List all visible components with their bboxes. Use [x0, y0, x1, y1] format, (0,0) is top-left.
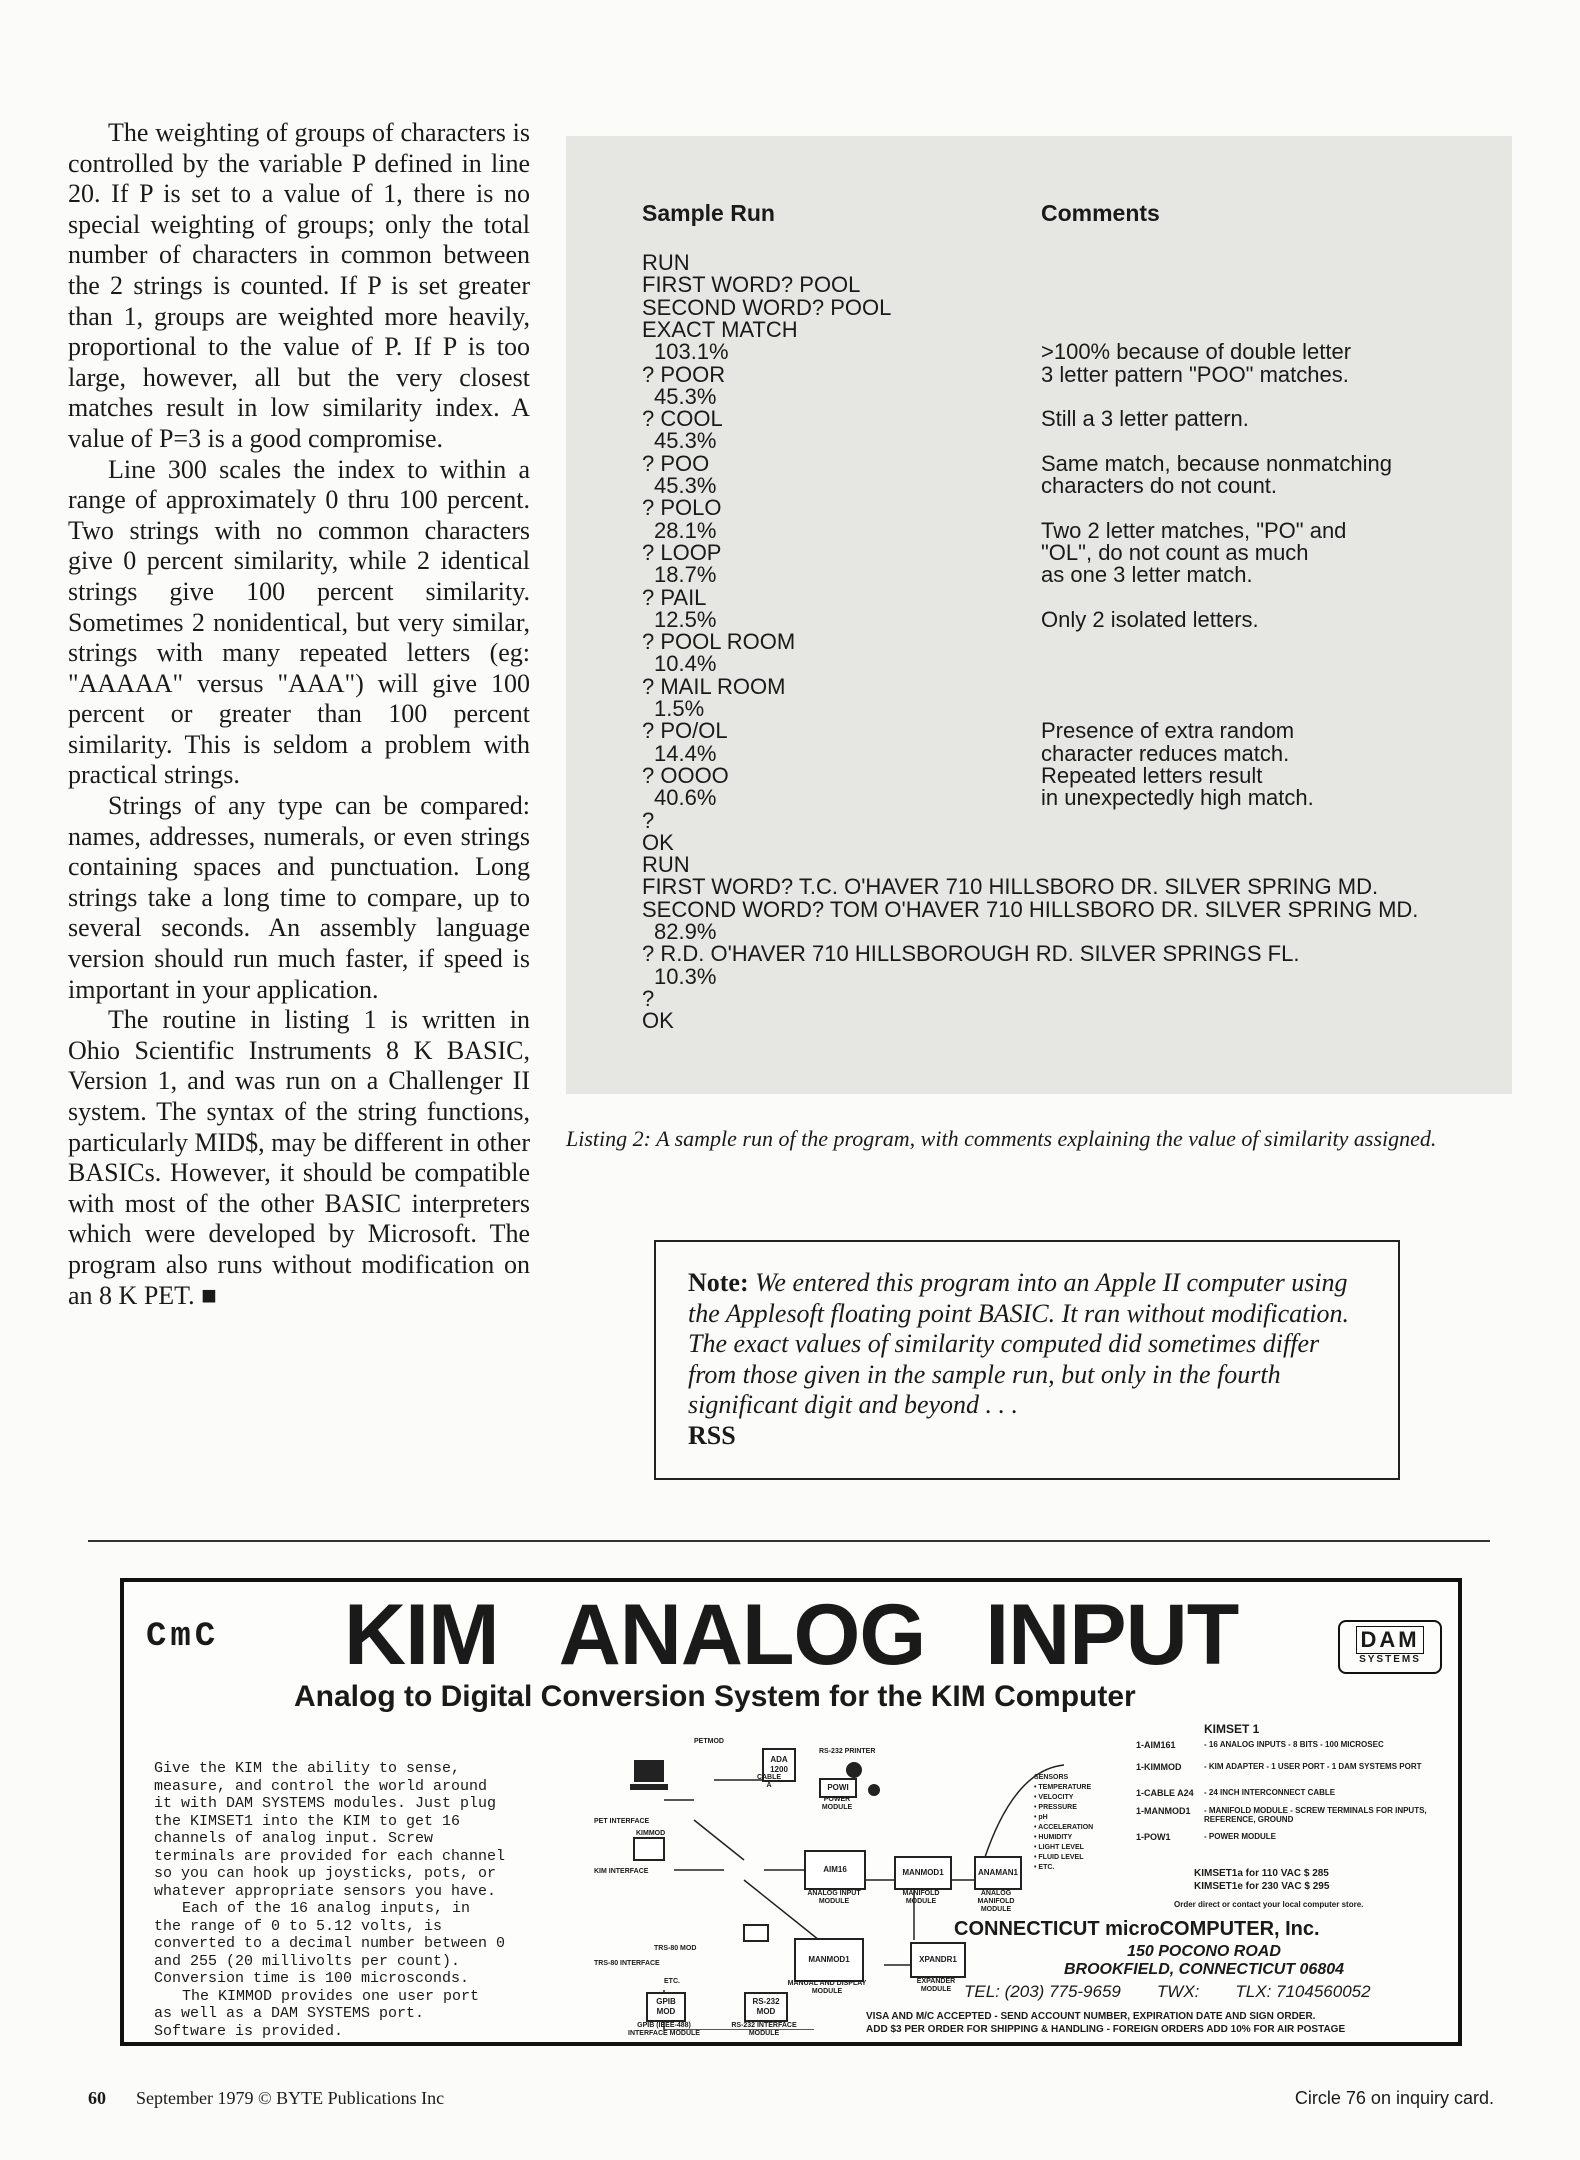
- listing-line: ? POOL ROOM: [642, 629, 796, 655]
- listing-line: 18.7%: [654, 562, 717, 588]
- listing-line: 45.3%: [654, 383, 717, 409]
- manifold-module-label: MANIFOLD MODULE: [902, 1890, 940, 1905]
- petmod-label: PETMOD: [694, 1738, 724, 1745]
- telephone: TEL: (203) 775-9659: [964, 1982, 1121, 2001]
- listing-line: ? POLO: [642, 495, 722, 521]
- listing-line: 10.3%: [654, 963, 717, 989]
- listing-line: ? MAIL ROOM: [642, 673, 786, 699]
- listing-comment: characters do not count.: [1041, 473, 1278, 498]
- note-body: We entered this program into an Apple II computer using the Applesoft floating point BASIC. It ran without modification. The exact values of similarity computed did sometimes differ from those given in the sample run, but only in the fourth significant digit and beyond . . .: [688, 1268, 1350, 1419]
- listing-line: ? POOR: [642, 361, 726, 387]
- listing-line: RUN: [642, 852, 690, 878]
- kimset-item-description: - KIM ADAPTER - 1 USER PORT - 1 DAM SYSTEMS PORT: [1204, 1762, 1422, 1771]
- ad-title-word: KIM: [344, 1587, 499, 1683]
- aim16-block: AIM16: [804, 1850, 866, 1890]
- dam-logo-main: DAM: [1356, 1626, 1423, 1654]
- expander-module-label: EXPANDER MODULE: [916, 1978, 956, 1993]
- listing-line: ? PO/OL: [642, 718, 728, 744]
- publication-info: September 1979 © BYTE Publications Inc: [136, 2088, 445, 2108]
- listing-line: RUN: [642, 250, 690, 275]
- xpandr1-block: XPANDR1: [910, 1942, 966, 1978]
- ad-description-line: converted to a decimal number between 0: [154, 1935, 506, 1952]
- ad-subtitle: Analog to Digital Conversion System for the KIM Computer: [294, 1680, 1136, 1713]
- editor-note-box: [654, 1240, 1400, 1480]
- address-line: 150 POCONO ROAD: [1127, 1943, 1281, 1960]
- comments-heading: Comments: [1041, 200, 1160, 226]
- ad-description-line: Conversion time is 100 microsconds.: [154, 1970, 470, 1987]
- listing-comment: Presence of extra random: [1041, 718, 1295, 744]
- kimset-item-description: - MANIFOLD MODULE - SCREW TERMINALS FOR INPUTS, REFERENCE, GROUND: [1204, 1806, 1427, 1824]
- note-signature: RSS: [688, 1420, 736, 1450]
- address-line: BROOKFIELD, CONNECTICUT 06804: [1063, 1961, 1345, 1978]
- company-contact: [964, 1982, 1407, 2002]
- ad-description-line: Software is provided.: [154, 2022, 344, 2040]
- manual-display-module-label: MANUAL AND DISPLAY MODULE: [787, 1980, 867, 1995]
- sensor-item: • FLUID LEVEL: [1034, 1854, 1084, 1861]
- kimmod-label: KIMMOD: [636, 1830, 666, 1837]
- cmc-logo: CmC: [146, 1618, 220, 1656]
- company-address: [1024, 1943, 1384, 1979]
- kimset-item-code: 1-POW1: [1136, 1832, 1171, 1842]
- fine-print-line: VISA AND M/C ACCEPTED - SEND ACCOUNT NUMBER, EXPIRATION DATE AND SIGN ORDER.: [866, 2011, 1316, 2022]
- listing-line: 45.3%: [654, 473, 717, 498]
- inquiry-card-note: Circle 76 on inquiry card.: [1294, 2088, 1494, 2108]
- ad-title-word: INPUT: [985, 1587, 1239, 1683]
- sensor-item: • TEMPERATURE: [1034, 1784, 1092, 1791]
- cable-label: CABLE A: [756, 1774, 782, 1789]
- listing-comment: character reduces match.: [1041, 740, 1290, 766]
- listing-line: OK: [642, 829, 674, 855]
- dam-systems-logo: [1338, 1620, 1442, 1674]
- manmod1-display-block: MANMOD1: [794, 1938, 864, 1982]
- ad-description-line: The KIMMOD provides one user port: [182, 1987, 480, 2005]
- ad-description-line: Each of the 16 analog inputs, in: [182, 1900, 471, 1917]
- sensor-item: • VELOCITY: [1034, 1794, 1074, 1801]
- gpib-mod-block: GPIB MOD: [646, 1992, 686, 2022]
- kimset-prices: [1194, 1867, 1329, 1893]
- etc-label: ETC.: [664, 1978, 680, 1985]
- listing-line: SECOND WORD? TOM O'HAVER 710 HILLSBORO DR. SILVER SPRING MD.: [642, 896, 1419, 922]
- page-footer-left: [88, 2088, 444, 2109]
- listing-line: ? OOOO: [642, 762, 729, 788]
- sample-run-listing: [566, 136, 1512, 1094]
- rs232-interface-label: RS-232 INTERFACE MODULE: [731, 2022, 797, 2037]
- ad-description-line: Give the KIM the ability to sense,: [154, 1760, 461, 1777]
- dam-logo-sub: SYSTEMS: [1359, 1654, 1421, 1665]
- listing-line: 45.3%: [654, 428, 717, 454]
- listing-line: ? LOOP: [642, 539, 722, 565]
- sensor-item: • ACCELERATION: [1034, 1824, 1094, 1831]
- ada1200-block: ADA 1200: [762, 1748, 796, 1782]
- gpib-interface-label: GPIB (IEEE-488) INTERFACE MODULE: [628, 2022, 700, 2037]
- listing-caption: Listing 2: A sample run of the program, with comments explaining the value of similarity assigned.: [566, 1126, 1437, 1151]
- kim-analog-input-ad: [120, 1578, 1462, 2046]
- listing-line: 82.9%: [654, 919, 717, 944]
- listing-line: ? COOL: [642, 406, 723, 432]
- price-line: KIMSET1a for 110 VAC $ 285: [1194, 1868, 1329, 1879]
- sensor-item: • pH: [1034, 1814, 1048, 1821]
- powi-block: POWI: [819, 1778, 857, 1798]
- listing-line: ? PAIL: [642, 584, 707, 610]
- listing-line: 12.5%: [654, 606, 717, 632]
- manmod1-block: MANMOD1: [894, 1856, 952, 1890]
- listing-comment: as one 3 letter match.: [1041, 562, 1253, 588]
- company-name: CONNECTICUT microCOMPUTER, Inc.: [954, 1918, 1320, 1940]
- ad-fine-print: [866, 2010, 1345, 2036]
- section-divider: [88, 1540, 1490, 1542]
- ad-description-line: terminals are provided for each channel: [154, 1847, 506, 1865]
- ad-description-line: as well as a DAM SYSTEMS port.: [154, 2005, 425, 2022]
- listing-line: ?: [642, 807, 655, 833]
- analog-input-module-label: ANALOG INPUT MODULE: [807, 1890, 861, 1905]
- trs80-mod-label: TRS-80 MOD: [654, 1945, 697, 1952]
- listing-comment: Two 2 letter matches, "PO" and: [1041, 517, 1347, 543]
- listing-line: 40.6%: [654, 785, 717, 811]
- listing-line: ? POO: [642, 450, 710, 476]
- kimset-title: KIMSET 1: [1204, 1722, 1260, 1736]
- kimset-item-code: 1-KIMMOD: [1136, 1762, 1182, 1772]
- twx: TWX:: [1156, 1982, 1200, 2001]
- listing-line: 1.5%: [654, 696, 705, 721]
- sensor-item: • PRESSURE: [1034, 1804, 1077, 1811]
- kim-interface-label: KIM INTERFACE: [594, 1868, 649, 1875]
- ad-description-line: so you can hook up joysticks, pots, or: [154, 1865, 497, 1882]
- sample-run-heading: Sample Run: [642, 200, 775, 226]
- sensor-item: • ETC.: [1034, 1864, 1055, 1871]
- listing-line: ?: [642, 985, 655, 1011]
- ad-description-line: it with DAM SYSTEMS modules. Just plug: [154, 1795, 497, 1812]
- ad-description-line: measure, and control the world around: [154, 1777, 488, 1795]
- ad-title-word: ANALOG: [558, 1587, 926, 1683]
- listing-comment: Repeated letters result: [1041, 762, 1263, 788]
- kimset-item-description: - 16 ANALOG INPUTS - 8 BITS - 100 MICROSEC: [1204, 1740, 1384, 1749]
- listing-line: FIRST WORD? T.C. O'HAVER 710 HILLSBORO DR. SILVER SPRING MD.: [642, 874, 1379, 900]
- price-line: KIMSET1e for 230 VAC $ 295: [1194, 1881, 1330, 1892]
- ad-description-line: and 255 (20 millivolts per count).: [154, 1952, 461, 1970]
- listing-line: SECOND WORD? POOL: [642, 294, 892, 320]
- kimset-item-code: 1-MANMOD1: [1136, 1806, 1191, 1816]
- trs80-interface-label: TRS-80 INTERFACE: [594, 1960, 660, 1967]
- telex: TLX: 7104560052: [1235, 1982, 1371, 2001]
- listing-line: 28.1%: [654, 517, 717, 543]
- article-paragraph: Line 300 scales the index to within a range of approximately 0 thru 100 percent. Two strings with no common characters give 0 percent similarity, while 2 identical strings give 100 percent similarity. Sometimes 2 nonidentical, but very similar, strings with many repeated letters (eg: "AAAAA" versus "AAA") will give 100 percent or greater than 100 percent similarity. This is seldom a problem with practical strings.: [68, 454, 530, 790]
- power-module-label: POWER MODULE: [821, 1796, 853, 1811]
- listing-line: OK: [642, 1008, 674, 1034]
- anaman1-block: ANAMAN1: [974, 1856, 1022, 1890]
- fine-print-line: ADD $3 PER ORDER FOR SHIPPING & HANDLING - FOREIGN ORDERS ADD 10% FOR AIR POSTAGE: [866, 2024, 1346, 2035]
- ad-description-line: the KIMSET1 into the KIM to get 16: [154, 1812, 461, 1830]
- article-paragraph: The routine in listing 1 is written in Ohio Scientific Instruments 8 K BASIC, Version 1, and was run on a Challenger II system. The syntax of the string functions, particularly MID$, may be different in other BASICs. However, it should be compatible with most of the other BASIC interpreters which were developed by Microsoft. The program also runs without modification on an 8 K PET. ■: [68, 1005, 530, 1310]
- listing-line: ? R.D. O'HAVER 710 HILLSBOROUGH RD. SILVER SPRINGS FL.: [642, 941, 1300, 967]
- page-number: 60: [88, 2088, 106, 2108]
- ad-description-line: whatever appropriate sensors you have.: [154, 1882, 497, 1900]
- listing-comment: "OL", do not count as much: [1041, 539, 1309, 565]
- listing-line: FIRST WORD? POOL: [642, 272, 861, 298]
- order-note: Order direct or contact your local computer store.: [1174, 1900, 1364, 1909]
- sensors-title: SENSORS: [1034, 1774, 1069, 1781]
- listing-comment: Same match, because nonmatching: [1041, 450, 1392, 476]
- article-column: [68, 118, 530, 1311]
- listing-line: 103.1%: [654, 339, 729, 365]
- ad-title: [344, 1586, 1298, 1685]
- rs232-mod-block: RS-232 MOD: [744, 1992, 788, 2022]
- article-paragraph: The weighting of groups of characters is controlled by the variable P defined in line 20. If P is set to a value of 1, there is no special weighting of groups; only the total number of characters in common between the 2 strings is counted. If P is set greater than 1, groups are weighted more heavily, proportional to the value of P. If P is too large, however, all but the very closest matches result in low similarity index. A value of P=3 is a good compromise.: [68, 118, 530, 453]
- sensor-item: • LIGHT LEVEL: [1034, 1844, 1084, 1851]
- listing-line: 14.4%: [654, 740, 717, 766]
- listing-comment: 3 letter pattern "POO" matches.: [1041, 361, 1349, 387]
- kimset-item-code: 1-CABLE A24: [1136, 1788, 1194, 1798]
- listing-comment: Still a 3 letter pattern.: [1041, 406, 1249, 432]
- ad-description-line: channels of analog input. Screw: [154, 1830, 434, 1847]
- listing-comment: >100% because of double letter: [1041, 339, 1352, 365]
- pet-interface-label: PET INTERFACE: [594, 1818, 650, 1825]
- listing-comment: in unexpectedly high match.: [1041, 785, 1314, 811]
- kimset-item-description: - POWER MODULE: [1204, 1832, 1276, 1841]
- ad-description: [154, 1760, 554, 2040]
- listing-line: EXACT MATCH: [642, 316, 798, 342]
- kimset-item-code: 1-AIM161: [1136, 1740, 1176, 1750]
- ad-description-line: the range of 0 to 5.12 volts, is: [154, 1917, 443, 1935]
- listing-line: 10.4%: [654, 651, 717, 677]
- note-label: Note:: [688, 1268, 749, 1297]
- analog-manifold-module-label: ANALOG MANIFOLD MODULE: [977, 1890, 1015, 1913]
- article-paragraph: Strings of any type can be compared: names, addresses, numerals, or even strings containing spaces and punctuation. Long strings take a long time to compare, up to several seconds. An assembly language version should run much faster, if speed is important in your application.: [68, 791, 530, 1004]
- sensor-item: • HUMIDITY: [1034, 1834, 1073, 1841]
- rs232-printer-label: RS-232 PRINTER: [819, 1748, 876, 1755]
- listing-comment: Only 2 isolated letters.: [1041, 606, 1259, 632]
- kimset-item-description: - 24 INCH INTERCONNECT CABLE: [1204, 1788, 1336, 1797]
